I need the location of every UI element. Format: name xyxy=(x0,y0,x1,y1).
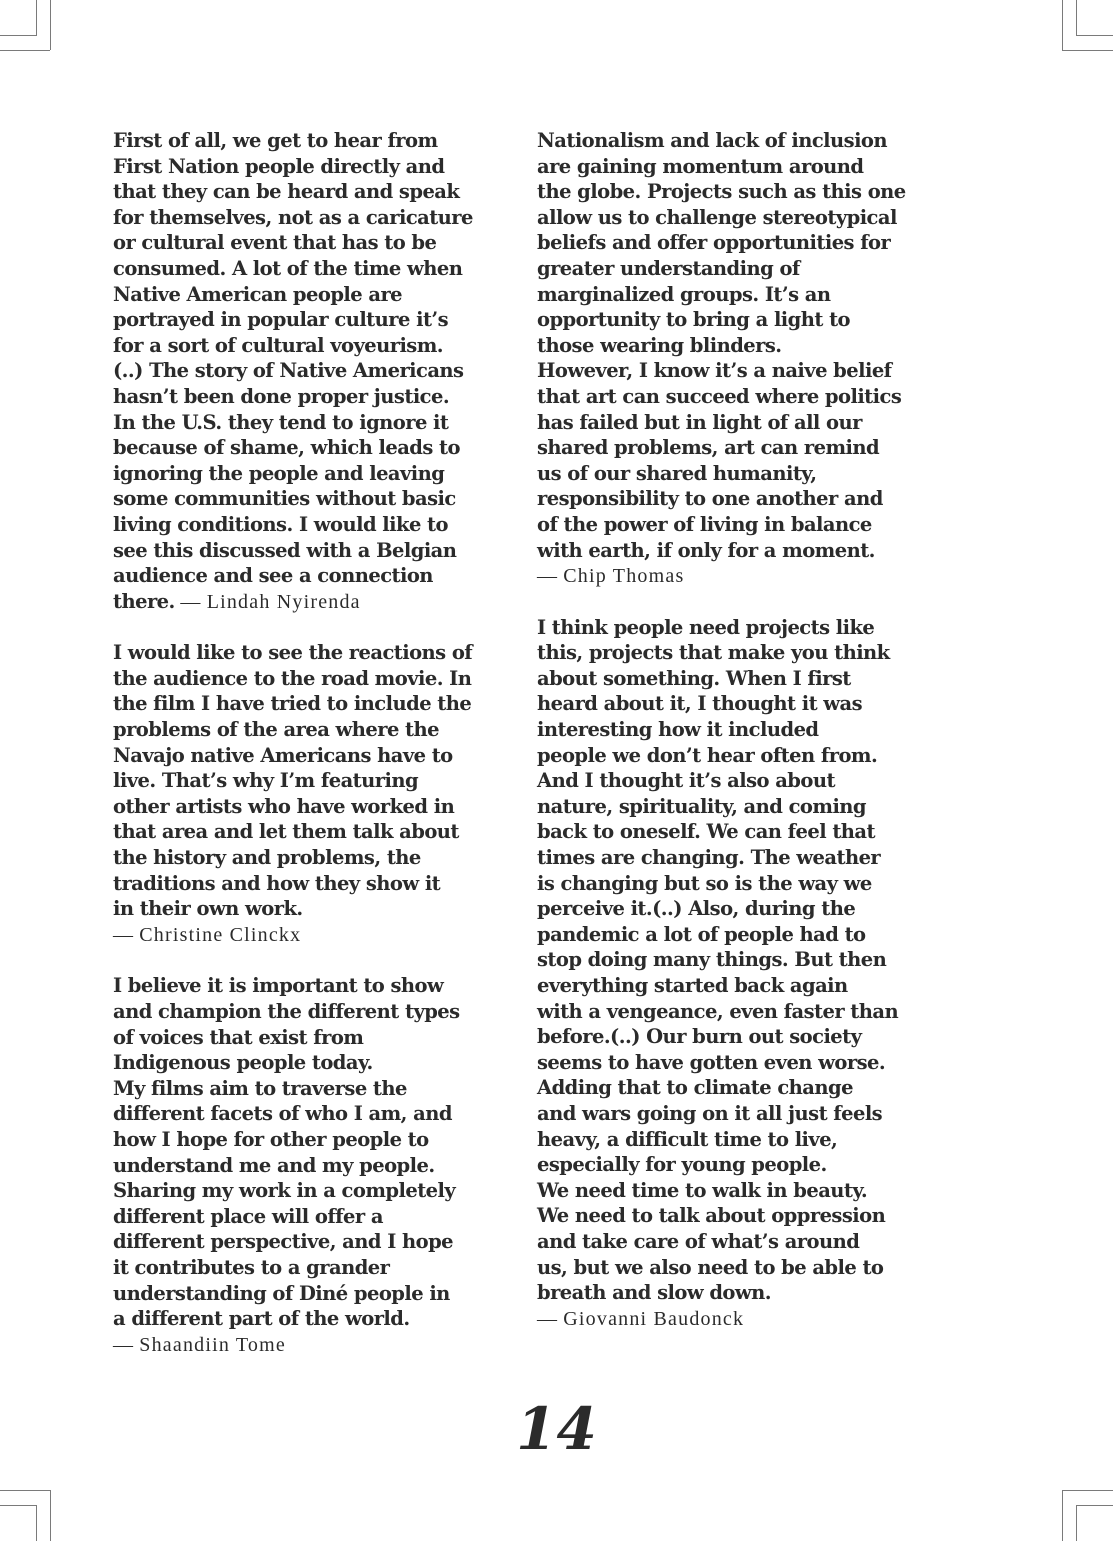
quote-author: Chip Thomas xyxy=(563,565,685,588)
quote-text: First of all, we get to hear from First Nation people directly and that they can be heard and speak for themselves, not as a caricature or cultural event that has to be consumed. A lot of the time when Native American people are portrayed in popular culture it’s for a sort of cultural voyeurism. (..) The story of Native Americans hasn’t been done proper justice. In the U.S. they tend to ignore it because of shame, which leads to ignoring the people and leaving some communities without basic living conditions. I would like to see this discussed with a Belgian audience and see a connection there. xyxy=(113,129,473,613)
quote-text: I think people need projects like this, projects that make you think about something. When I first heard about it, I thought it was interesting how it included people we don’t hear often from. And I thought it’s also about nature, spirituality, and coming back to oneself. We can feel that times are changing. The weather is changing but so is the way we perceive it.(..) Also, during the pandemic a lot of people had to stop doing many things. But then everything started back again with a vengeance, even faster than before.(..) Our burn out society seems to have gotten even worse. Adding that to climate change and wars going on it all just feels heavy, a difficult time to live, especially for young people. We need time to walk in beauty. We need to talk about oppression and take care of what’s around us, but we also need to be able to breath and slow down. xyxy=(537,615,899,1305)
quote-author: Shaandiin Tome xyxy=(139,1333,286,1356)
attribution-dash: — xyxy=(537,565,558,588)
crop-mark-bottom-left-vertical xyxy=(50,1490,51,1541)
crop-mark-bottom-left-outer xyxy=(0,1505,36,1506)
crop-mark-bottom-right-vertical xyxy=(1062,1490,1063,1541)
quote-author: Lindah Nyirenda xyxy=(206,590,361,613)
quote-author: Christine Clinckx xyxy=(139,923,302,946)
crop-mark-bottom-left-inner xyxy=(36,1505,37,1541)
quote-text: I believe it is important to show and champion the different types of voices that exist from Indigenous people today. My films aim to traverse the different facets of who I am, and how I hope for other people to understand me and my people. Sharing my work in a completely different place will offer a different perspective, and I hope it contributes to a grander understanding of Diné people in a different part of the world. xyxy=(113,974,460,1331)
crop-mark-bottom-right-outer xyxy=(1077,1505,1113,1506)
attribution-dash: — xyxy=(180,590,202,613)
attribution-dash: — xyxy=(113,923,134,946)
quote-author: Giovanni Baudonck xyxy=(563,1307,745,1330)
quote-text: I would like to see the reactions of the audience to the road movie. In the film I have tried to include the problems of the area where the Navajo native Americans have to live. That’s why I’m featuring other artists who have worked in that area and let them talk about the history and problems, the traditions and how they show it in their own work. xyxy=(113,641,473,921)
crop-mark-bottom-right-inner xyxy=(1076,1505,1077,1541)
quote-shaandiin-tome xyxy=(113,973,493,1358)
crop-mark-top-left-horizontal xyxy=(0,35,36,36)
page-number: 14 xyxy=(516,1395,597,1463)
attribution-dash: — xyxy=(113,1333,134,1356)
crop-mark-bottom-right-horizontal xyxy=(1062,1490,1113,1491)
quote-text: Nationalism and lack of inclusion are gaining momentum around the globe. Projects such as this one allow us to challenge stereotypical beliefs and offer opportunities for greater understanding of marginalized groups. It’s an opportunity to bring a light to those wearing blinders. However, I know it’s a naive belief that art can succeed where politics has failed but in light of all our shared problems, art can remind us of our shared humanity, responsibility to one another and of the power of living in balance with earth, if only for a moment. xyxy=(537,129,906,562)
crop-mark-top-right-bottom xyxy=(1062,50,1113,51)
crop-mark-top-left-outer xyxy=(36,0,37,36)
quote-christine-clinckx xyxy=(113,640,493,948)
left-column xyxy=(113,128,493,1383)
crop-mark-top-left-vertical xyxy=(50,0,51,50)
crop-mark-top-left-bottom xyxy=(0,50,50,51)
crop-mark-top-right-outer xyxy=(1076,0,1077,36)
attribution-dash: — xyxy=(537,1307,558,1330)
crop-mark-top-right-horizontal xyxy=(1077,35,1113,36)
right-column xyxy=(537,128,917,1357)
quote-lindah-nyirenda xyxy=(113,128,493,615)
crop-mark-top-right-vertical xyxy=(1062,0,1063,50)
quote-giovanni-baudonck xyxy=(537,615,917,1333)
crop-mark-bottom-left-horizontal xyxy=(0,1490,50,1491)
quote-chip-thomas xyxy=(537,128,917,590)
